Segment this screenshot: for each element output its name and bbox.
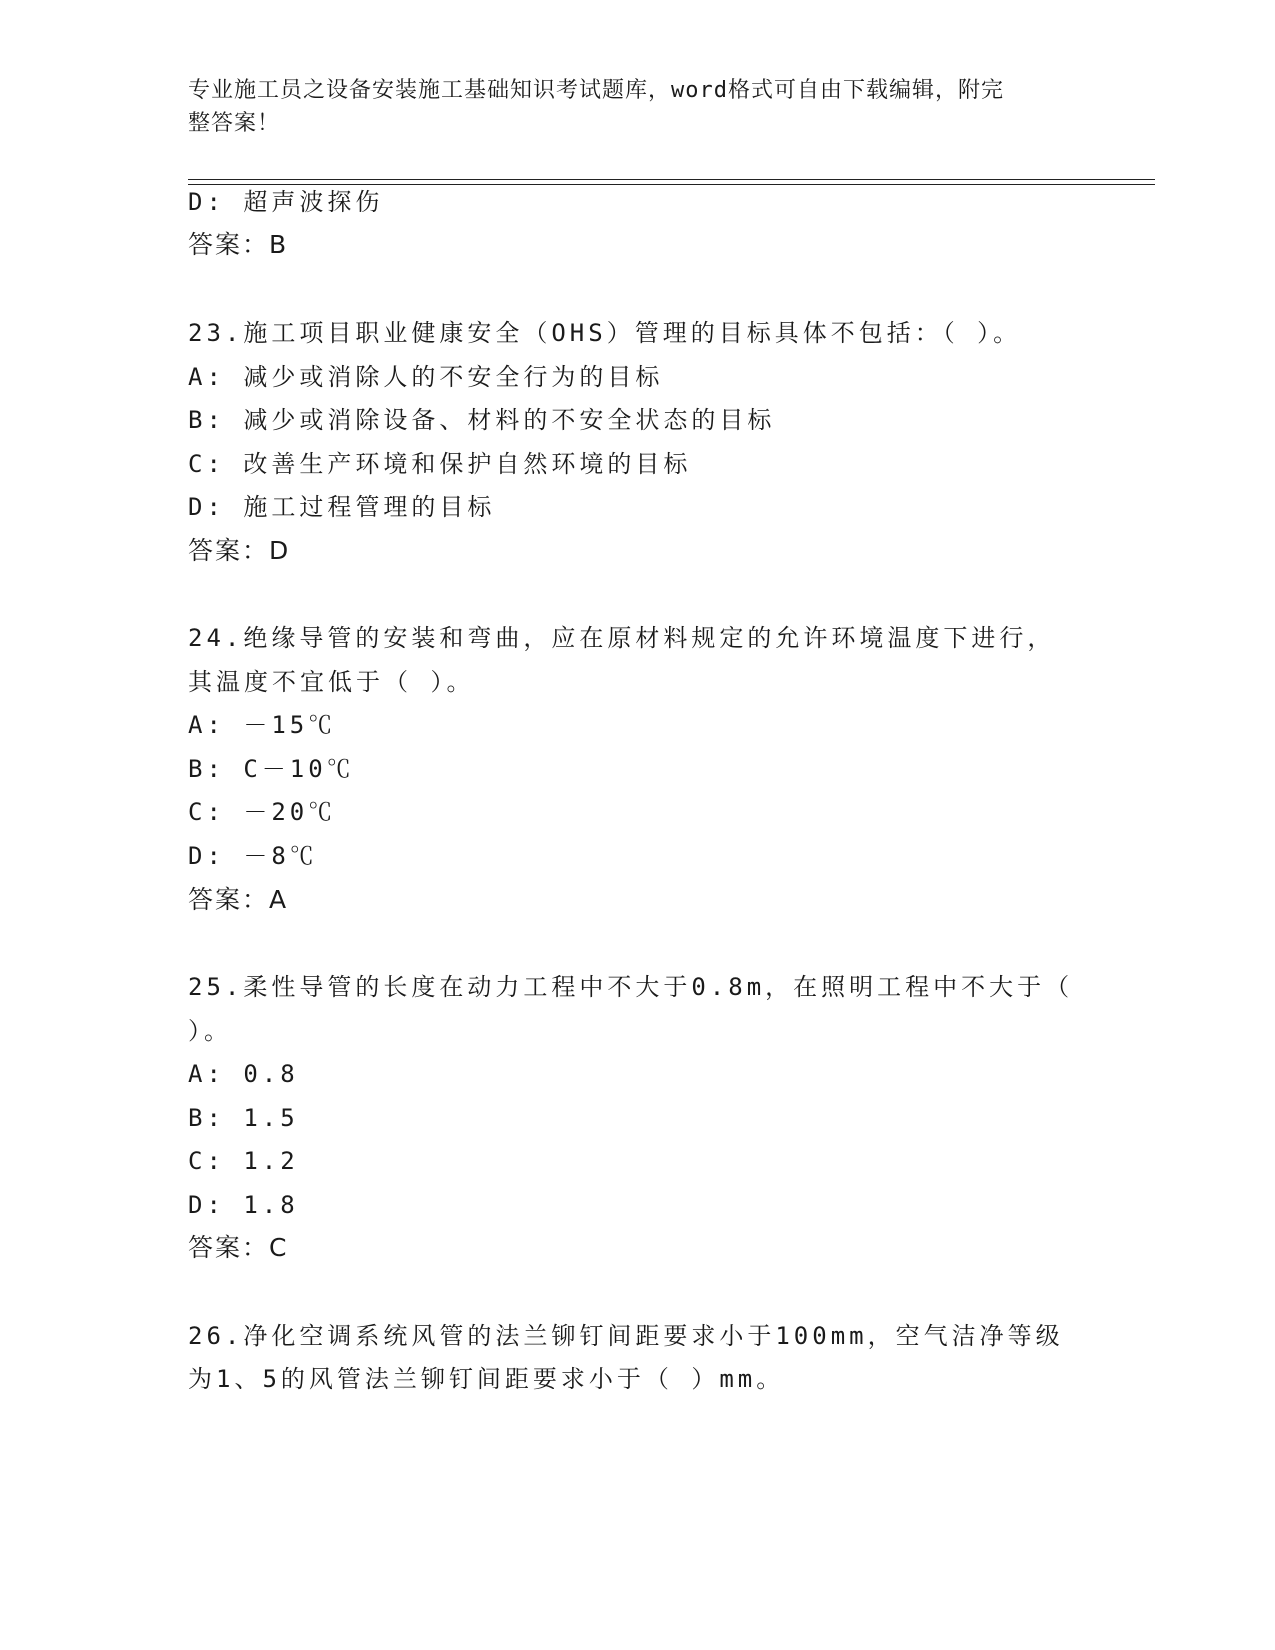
q24-option-b: B: C－10℃ xyxy=(188,755,355,783)
q24-option-c: C: －20℃ xyxy=(188,798,337,826)
q25-answer: 答案：C xyxy=(188,1233,289,1262)
q23-option-b: B: 减少或消除设备、材料的不安全状态的目标 xyxy=(188,406,776,434)
q26-stem-line-2: 为1、5的风管法兰铆钉间距要求小于（ ）mm。 xyxy=(188,1365,785,1393)
header-line-2: 整答案！ xyxy=(188,111,281,136)
q23-stem: 23.施工项目职业健康安全（OHS）管理的目标具体不包括：（ ）。 xyxy=(188,319,1022,347)
header-line-1: 专业施工员之设备安装施工基础知识考试题库，word格式可自由下载编辑，附完 xyxy=(188,78,1004,103)
q26-stem-line-1: 26.净化空调系统风管的法兰铆钉间距要求小于100mm，空气洁净等级 xyxy=(188,1322,1064,1350)
q23-answer: 答案：D xyxy=(188,536,291,565)
header-divider-top xyxy=(188,179,1155,180)
q24-option-d: D: －8℃ xyxy=(188,842,318,870)
q25-option-d: D: 1.8 xyxy=(188,1191,299,1219)
document-header xyxy=(188,74,1068,140)
q23-option-d: D: 施工过程管理的目标 xyxy=(188,493,496,521)
prev-answer: 答案：B xyxy=(188,230,289,259)
q25-option-b: B: 1.5 xyxy=(188,1104,299,1132)
prev-option-d: D: 超声波探伤 xyxy=(188,188,384,216)
q23-option-a: A: 减少或消除人的不安全行为的目标 xyxy=(188,363,664,391)
q24-stem-line-1: 24.绝缘导管的安装和弯曲，应在原材料规定的允许环境温度下进行， xyxy=(188,624,1056,652)
q25-option-a: A: 0.8 xyxy=(188,1060,299,1088)
q24-option-a: A: －15℃ xyxy=(188,711,337,739)
q25-option-c: C: 1.2 xyxy=(188,1147,299,1175)
q24-answer: 答案：A xyxy=(188,885,289,914)
q25-stem-line-2: ）。 xyxy=(188,1017,232,1045)
q25-stem-line-1: 25.柔性导管的长度在动力工程中不大于0.8m，在照明工程中不大于（ xyxy=(188,973,1074,1001)
header-divider-bottom xyxy=(188,184,1155,185)
q23-option-c: C: 改善生产环境和保护自然环境的目标 xyxy=(188,450,692,478)
q24-stem-line-2: 其温度不宜低于（ ）。 xyxy=(188,668,475,696)
